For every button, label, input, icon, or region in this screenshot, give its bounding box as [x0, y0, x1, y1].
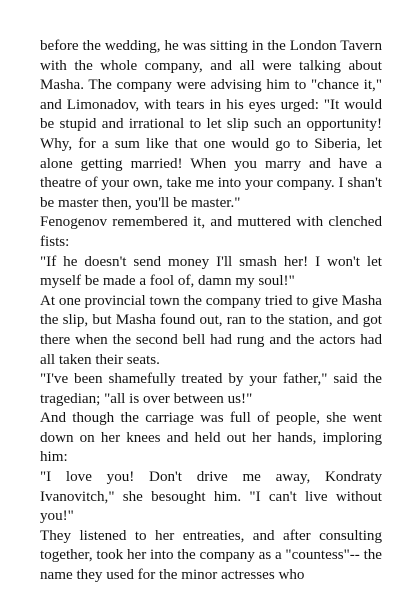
paragraph-7: "I love you! Don't drive me away, Kondraty Ivanovitch," she besought him. "I can't live without you!"	[40, 469, 382, 525]
paragraph-8: They listened to her entreaties, and after consulting together, took her into the company as a "countess"-- the name they used for the minor actresses who	[40, 527, 383, 584]
paragraph-2: Fenogenov remembered it, and muttered with clenched fists:	[40, 214, 382, 250]
paragraph-6: And though the carriage was full of people, she went down on her knees and held out her hands, imploring him:	[40, 410, 382, 466]
paragraph-3: "If he doesn't send money I'll smash her! I won't let myself be made a fool of, damn my soul!"	[40, 253, 382, 290]
book-page	[40, 37, 382, 586]
paragraph-1: before the wedding, he was sitting in the London Tavern with the whole company, and all were talking about Masha. The company were advising him to "chance it," and Limonadov, with tears in his eyes urged: "It would be stupid and irrational to let slip such an opportunity! Why, for a sum like that one would go to Siberia, let alone getting married! When you marry and have a theatre of your own, take me into your company. I shan't be master then, you'll be master."	[40, 38, 382, 211]
paragraph-4: At one provincial town the company tried to give Masha the slip, but Masha found out, ran to the station, and got there when the second bell had rung and the actors had all taken their seats.	[40, 292, 382, 368]
paragraph-5: "I've been shamefully treated by your father," said the tragedian; "all is over between us!"	[40, 371, 382, 407]
